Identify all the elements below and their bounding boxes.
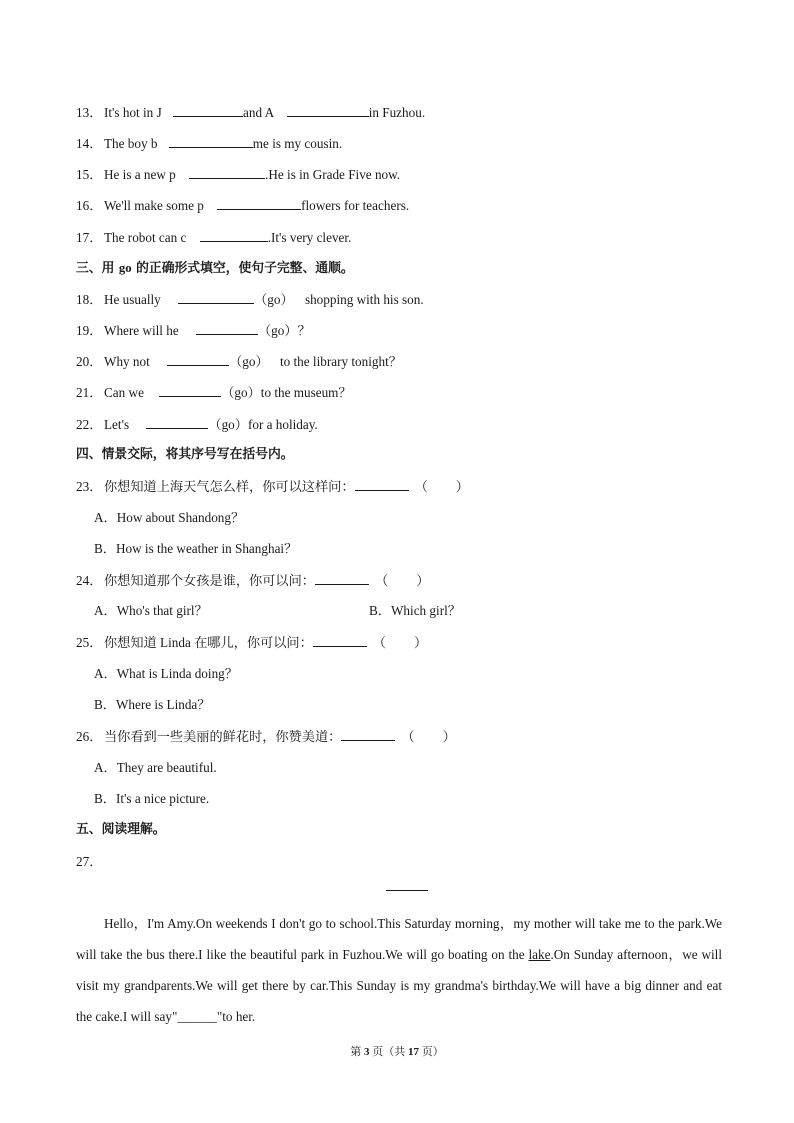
answer-paren: ） bbox=[416, 573, 430, 588]
answer-paren: ） bbox=[442, 729, 456, 744]
question-text: shopping with his son. bbox=[304, 292, 424, 307]
question-text: （go）to the museum？ bbox=[221, 385, 352, 400]
option-a: A．How about Shandong？ bbox=[94, 510, 245, 525]
answer-blank[interactable] bbox=[178, 290, 254, 304]
question-prompt: 当你看到一些美丽的鲜花时，你赞美道： bbox=[104, 729, 342, 744]
question-text: .It's very clever. bbox=[267, 230, 352, 245]
question-number: 17． bbox=[76, 230, 103, 245]
question-23 bbox=[76, 477, 469, 496]
answer-blank[interactable] bbox=[159, 383, 221, 397]
answer-paren: （ bbox=[414, 479, 428, 494]
question-number: 15． bbox=[76, 167, 103, 182]
answer-blank[interactable] bbox=[315, 571, 369, 585]
question-number: 25． bbox=[76, 635, 103, 650]
question-text: He usually bbox=[104, 292, 161, 307]
question-number: 14． bbox=[76, 136, 103, 151]
footer-text: 页（共 bbox=[369, 1046, 408, 1058]
answer-blank[interactable] bbox=[189, 165, 265, 179]
answer-paren: （ bbox=[401, 729, 415, 744]
answer-paren: （ bbox=[375, 573, 389, 588]
page-footer bbox=[0, 1043, 794, 1059]
question-26 bbox=[76, 727, 456, 746]
question-number: 16． bbox=[76, 198, 103, 213]
question-number: 26． bbox=[76, 729, 103, 744]
question-text: flowers for teachers. bbox=[301, 198, 410, 213]
question-text: We'll make some p bbox=[104, 198, 204, 213]
question-text: Why not bbox=[104, 354, 150, 369]
section-title-keyword: go bbox=[118, 261, 132, 275]
question-number: 21． bbox=[76, 385, 103, 400]
question-13 bbox=[76, 103, 425, 122]
question-number: 19． bbox=[76, 323, 103, 338]
passage-underlined-word: lake bbox=[528, 947, 551, 962]
question-text: Where will he bbox=[104, 323, 179, 338]
question-text: Let's bbox=[104, 417, 130, 432]
question-18 bbox=[76, 290, 424, 309]
section-title: 三、用 bbox=[76, 261, 119, 276]
question-text: （go） bbox=[254, 292, 294, 307]
question-number: 13． bbox=[76, 105, 103, 120]
footer-text: 第 bbox=[350, 1046, 364, 1058]
question-17 bbox=[76, 228, 351, 247]
answer-paren: ） bbox=[413, 635, 428, 650]
answer-paren: ） bbox=[455, 479, 469, 494]
option-a: A．They are beautiful. bbox=[94, 760, 217, 775]
answer-blank[interactable] bbox=[200, 228, 268, 242]
section-title: 的正确形式填空，使句子完整、通顺。 bbox=[131, 261, 354, 276]
passage-text: .On Sunday afternoon，we will visit my grandparents.We will get there by car.This Sunday is my grandma's birthday.We will have a big dinner and eat the cake.I will say"______"to her. bbox=[76, 947, 722, 1024]
question-text: （go） bbox=[229, 354, 269, 369]
question-number: 23． bbox=[76, 479, 103, 494]
answer-paren: （ bbox=[372, 635, 386, 650]
question-text: It's hot in J bbox=[104, 105, 162, 120]
option-a: A．What is Linda doing？ bbox=[94, 666, 238, 681]
answer-blank[interactable] bbox=[173, 103, 243, 117]
question-text: （go）for a holiday. bbox=[208, 417, 318, 432]
question-number: 24． bbox=[76, 573, 103, 588]
option-b: B．How is the weather in Shanghai？ bbox=[94, 541, 298, 556]
total-pages: 17 bbox=[408, 1046, 419, 1058]
question-27: 27． bbox=[76, 854, 103, 869]
answer-blank[interactable] bbox=[169, 134, 253, 148]
question-text: Can we bbox=[104, 385, 144, 400]
question-24 bbox=[76, 571, 429, 590]
question-16 bbox=[76, 196, 409, 215]
option-a: A．Who's that girl？ bbox=[94, 603, 208, 618]
question-20 bbox=[76, 352, 402, 371]
option-b: B．Which girl？ bbox=[369, 603, 461, 618]
answer-blank[interactable] bbox=[287, 103, 369, 117]
question-number: 22． bbox=[76, 417, 103, 432]
answer-blank[interactable] bbox=[196, 321, 258, 335]
question-15 bbox=[76, 165, 400, 184]
question-text: in Fuzhou. bbox=[368, 105, 426, 120]
answer-blank[interactable] bbox=[313, 633, 367, 647]
section-3-heading bbox=[76, 259, 354, 278]
question-text: to the library tonight？ bbox=[279, 354, 402, 369]
question-text: The boy b bbox=[104, 136, 158, 151]
question-text: me is my cousin. bbox=[252, 136, 343, 151]
question-21 bbox=[76, 383, 352, 402]
option-b: B．Where is Linda？ bbox=[94, 697, 211, 712]
page-number: 3 bbox=[364, 1046, 370, 1058]
answer-blank[interactable] bbox=[167, 352, 229, 366]
question-text: He is a new p bbox=[104, 167, 176, 182]
section-4-heading: 四、情景交际，将其序号写在括号内。 bbox=[76, 447, 294, 462]
question-text: The robot can c bbox=[104, 230, 187, 245]
question-22 bbox=[76, 415, 318, 434]
answer-blank[interactable] bbox=[355, 477, 409, 491]
question-number: 18． bbox=[76, 292, 103, 307]
answer-blank[interactable] bbox=[217, 196, 301, 210]
question-prompt: 你想知道那个女孩是谁，你可以问： bbox=[104, 573, 315, 588]
option-b: B．It's a nice picture. bbox=[94, 791, 210, 806]
question-prompt: 你想知道 Linda 在哪儿，你可以问： bbox=[104, 635, 313, 650]
question-number: 20． bbox=[76, 354, 103, 369]
answer-blank[interactable] bbox=[146, 415, 208, 429]
question-prompt: 你想知道上海天气怎么样，你可以这样问： bbox=[104, 479, 355, 494]
passage-title-blank[interactable] bbox=[386, 890, 428, 891]
answer-blank[interactable] bbox=[341, 727, 395, 741]
question-text: （go）？ bbox=[258, 323, 311, 338]
reading-passage bbox=[76, 908, 722, 1032]
section-5-heading: 五、阅读理解。 bbox=[76, 822, 166, 837]
question-text: .He is in Grade Five now. bbox=[265, 167, 401, 182]
question-text: and A bbox=[243, 105, 274, 120]
passage-text: Hello，I'm Amy.On weekends I don't go to school.This Saturday morning，my mother will take me to the park.We will take the bus there.I like the beautiful park in Fuzhou.We will go boating on the bbox=[76, 916, 722, 962]
footer-text: 页） bbox=[419, 1046, 444, 1058]
question-19 bbox=[76, 321, 311, 340]
question-25 bbox=[76, 633, 427, 652]
question-14 bbox=[76, 134, 342, 153]
